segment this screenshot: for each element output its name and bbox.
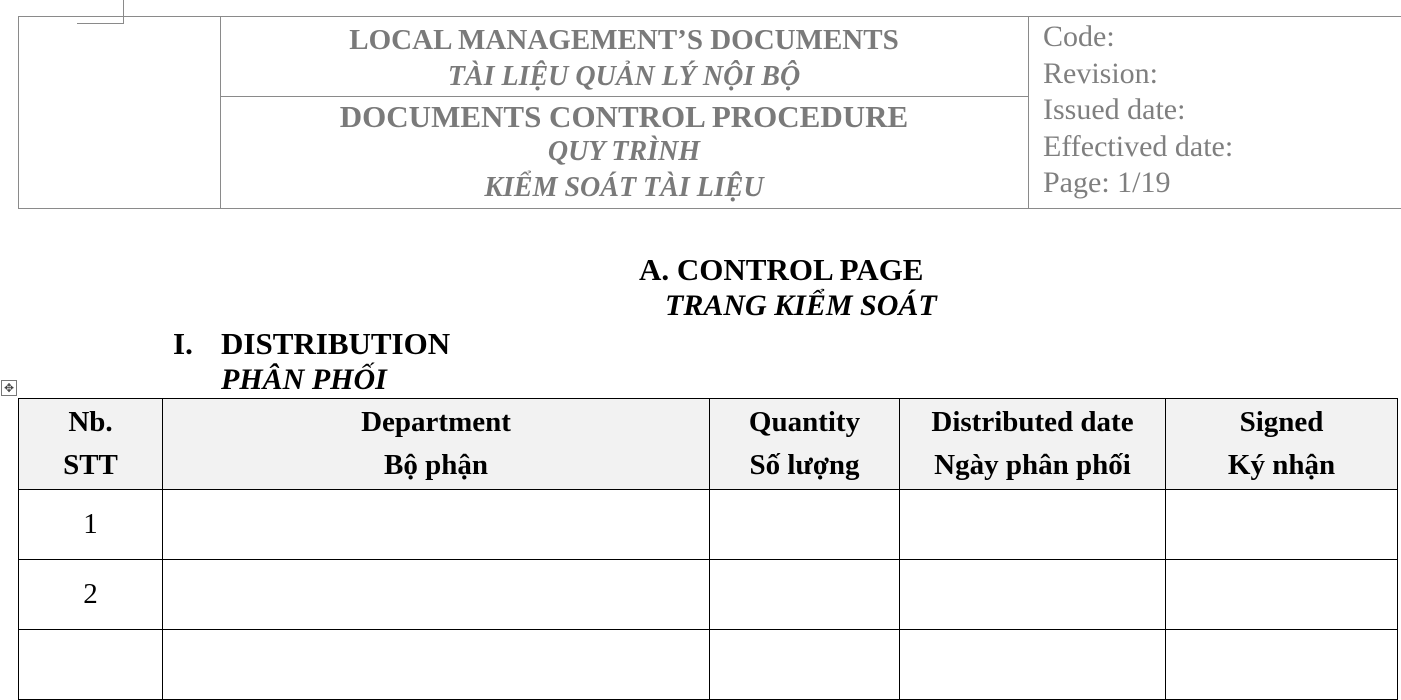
header-department xyxy=(163,399,710,490)
issued-date-label: Issued date: xyxy=(1043,93,1186,126)
move-icon[interactable]: ✥ xyxy=(1,380,17,396)
table-row xyxy=(19,490,1398,560)
table-cell-nb[interactable] xyxy=(19,630,163,700)
header-border-left xyxy=(18,16,19,209)
table-cell-distributed-date[interactable] xyxy=(900,560,1166,630)
code-label: Code: xyxy=(1043,20,1115,53)
section-a-title: A. CONTROL PAGE xyxy=(639,252,924,287)
table-cell-distributed-date[interactable] xyxy=(900,630,1166,700)
section-i-title-vi: PHÂN PHỐI xyxy=(221,363,387,396)
header-distributed-date xyxy=(900,399,1166,490)
table-cell-distributed-date[interactable] xyxy=(900,490,1166,560)
header-nb-vi: STT xyxy=(63,449,118,481)
section-i-number: I. xyxy=(173,326,193,361)
table-cell-department[interactable] xyxy=(163,560,710,630)
header-quantity-en: Quantity xyxy=(748,406,861,438)
header-divider-meta xyxy=(1028,16,1029,209)
header-department-vi: Bộ phận xyxy=(384,449,488,481)
table-cell-signed[interactable] xyxy=(1166,630,1398,700)
table-cell-quantity[interactable] xyxy=(710,630,900,700)
logo-frame-corner-v xyxy=(123,0,124,24)
header-distributed-date-en: Distributed date xyxy=(931,406,1134,438)
table-row xyxy=(19,560,1398,630)
distribution-table xyxy=(18,398,1398,700)
header-divider-middle xyxy=(220,96,1028,97)
table-header-row xyxy=(19,399,1398,490)
table-cell-department[interactable] xyxy=(163,630,710,700)
header-department-en: Department xyxy=(361,406,511,438)
section-i-title: DISTRIBUTION xyxy=(221,326,451,361)
revision-label: Revision: xyxy=(1043,57,1159,90)
header-border-bottom xyxy=(18,208,1401,209)
page-number: Page: 1/19 xyxy=(1043,166,1171,199)
header-quantity xyxy=(710,399,900,490)
doc-title-vi-1: QUY TRÌNH xyxy=(547,136,701,167)
logo-frame-corner xyxy=(77,23,124,24)
org-title: LOCAL MANAGEMENT’S DOCUMENTS xyxy=(349,24,899,56)
doc-title: DOCUMENTS CONTROL PROCEDURE xyxy=(339,99,909,134)
doc-title-vi-2: KIỂM SOÁT TÀI LIỆU xyxy=(484,172,764,203)
header-nb xyxy=(19,399,163,490)
header-quantity-vi: Số lượng xyxy=(749,449,860,481)
section-a-title-vi: TRANG KIỂM SOÁT xyxy=(665,289,937,322)
header-distributed-date-vi: Ngày phân phối xyxy=(934,449,1131,481)
header-signed xyxy=(1166,399,1398,490)
table-cell-nb[interactable]: 1 xyxy=(19,490,163,560)
table-cell-quantity[interactable] xyxy=(710,560,900,630)
table-cell-quantity[interactable] xyxy=(710,490,900,560)
header-signed-en: Signed xyxy=(1239,406,1324,438)
header-border-top xyxy=(18,16,1401,17)
org-title-vi: TÀI LIỆU QUẢN LÝ NỘI BỘ xyxy=(447,61,801,92)
effective-date-label: Effectived date: xyxy=(1043,130,1234,163)
table-cell-signed[interactable] xyxy=(1166,560,1398,630)
table-cell-nb[interactable]: 2 xyxy=(19,560,163,630)
table-row xyxy=(19,630,1398,700)
header-signed-vi: Ký nhận xyxy=(1227,449,1336,481)
header-nb-en: Nb. xyxy=(68,406,113,438)
table-cell-department[interactable] xyxy=(163,490,710,560)
table-cell-signed[interactable] xyxy=(1166,490,1398,560)
